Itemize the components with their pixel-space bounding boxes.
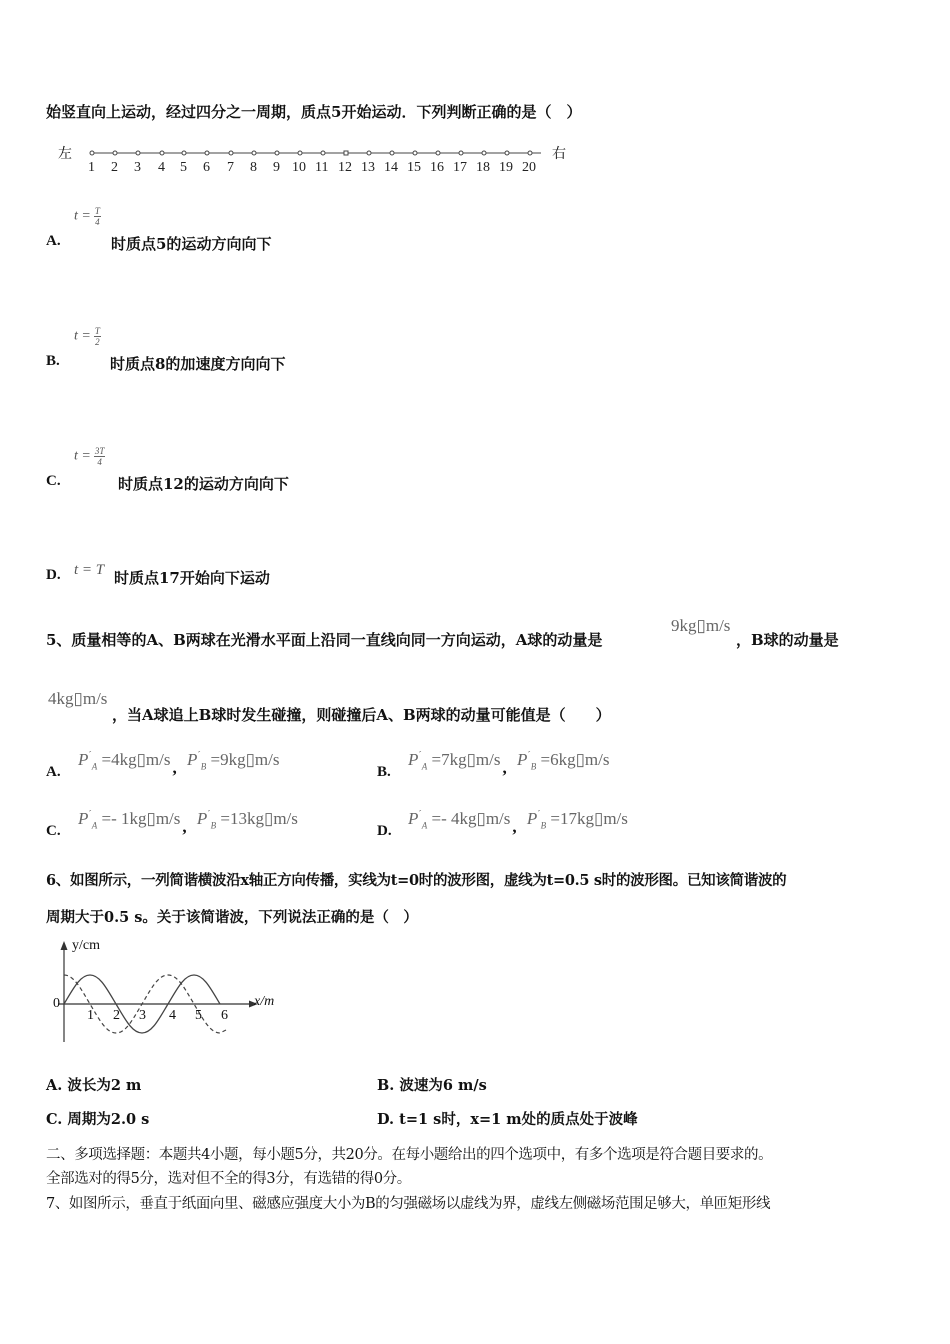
x-tick-label: 1 [87,1008,94,1023]
pb-value: =9kg▯m/s [210,750,280,769]
symbol-p: P [78,809,89,828]
option-text: 波长为2 m [67,1077,142,1094]
subscript-b: B [210,820,217,831]
comma: , [502,758,507,777]
symbol-p: P [196,809,208,828]
fraction-denominator: 4 [97,457,102,467]
tick-label: 12 [338,160,352,175]
q6-stem-line2: 周期大于0.5 s。关于该简谐波，下列说法正确的是（ ） [46,909,418,926]
fraction [94,446,106,467]
formula-lhs: t = [74,328,91,344]
option-label: B. [377,1077,395,1094]
prime: ´ [418,809,422,821]
q4-option-b-formula [74,326,101,347]
q5-stem-part3: ，当A球追上B球时发生碰撞，则碰撞后A、B两球的动量可能值是（ ） [112,706,611,724]
q4-option-c-text: 时质点12的运动方向向下 [118,475,289,493]
comma: , [182,817,187,836]
prime: ´ [88,750,92,762]
symbol-p: P [187,750,198,769]
x-tick-label: 4 [169,1008,176,1023]
x-tick-label: 6 [221,1008,228,1023]
q7-stem-line1: 7、如图所示，垂直于纸面向里、磁感应强度大小为B的匀强磁场以虚线为界，虚线左侧磁场范围足够大，单匝矩形线 [46,1196,771,1212]
section2-instructions-line2: 全部选对的得5分，选对但不全的得3分，有选错的得0分。 [46,1171,411,1187]
tick-label: 18 [476,160,490,175]
symbol-p: P [78,750,89,769]
q5-option-d-value [408,809,628,836]
pb-value: =17kg▯m/s [550,809,628,828]
tick-label: 15 [407,160,421,175]
q5-option-d-label[interactable]: D. [377,823,392,839]
tick-label: 20 [522,160,536,175]
q4-option-d-label[interactable]: D. [46,567,61,583]
q5-pA-value: 9kg▯m/s [671,616,731,635]
q5-option-c-value [78,809,298,836]
q4-option-a-text: 时质点5的运动方向向下 [111,235,272,253]
numberline-left-label: 左 [58,146,72,162]
q5-option-a-label[interactable]: A. [46,764,61,780]
q5-option-c-label[interactable]: C. [46,823,61,839]
prime: ´ [537,809,541,821]
tick-label: 13 [361,160,375,175]
section2-instructions-line1: 二、多项选择题：本题共4小题，每小题5分，共20分。在每小题给出的四个选项中，有多个选项是符合题目要求的。 [46,1147,773,1163]
subscript-b: B [200,761,207,772]
x-tick-label: 5 [195,1008,202,1023]
tick-label: 9 [273,160,280,175]
prime: ´ [197,750,201,762]
option-label: C. [46,1111,63,1128]
comma: , [172,758,177,777]
q4-option-d-text: 时质点17开始向下运动 [114,569,270,587]
formula-lhs: t = [74,208,91,224]
numberline-axis [86,147,546,159]
fraction-denominator: 2 [95,337,100,347]
prime: ´ [88,809,92,821]
prime: ´ [418,750,422,762]
option-label: A. [46,1077,63,1094]
y-axis-label: y/cm [72,938,100,953]
q4-stem: 始竖直向上运动，经过四分之一周期，质点5开始运动．下列判断正确的是（ ） [46,103,582,121]
fraction [94,326,101,347]
q4-option-a-formula [74,206,101,227]
tick-label: 6 [203,160,210,175]
fraction-denominator: 4 [95,217,100,227]
prime: ´ [207,809,211,821]
option-text: 周期为2.0 s [67,1111,150,1128]
q4-option-c-label[interactable]: C. [46,473,61,489]
q5-option-b-label[interactable]: B. [377,764,391,780]
tick-label: 1 [88,160,95,175]
q4-option-b-label[interactable]: B. [46,353,60,369]
wave-chart [50,938,290,1048]
q6-stem-line1: 6、如图所示，一列简谐横波沿x轴正方向传播，实线为t=0时的波形图，虚线为t=0.5 s时的波形图。已知该简谐波的 [46,872,787,889]
q6-wave-figure [50,938,290,1048]
numberline-ticks [86,160,556,178]
symbol-p: P [517,750,528,769]
q4-number-line [58,143,578,183]
fraction [94,206,101,227]
symbol-p: P [408,809,419,828]
x-tick-label: 2 [113,1008,120,1023]
numberline-right-label: 右 [552,146,566,162]
subscript-a: A [421,820,428,831]
subscript-a: A [421,761,428,772]
pa-value: =- 1kg▯m/s [101,809,181,828]
q4-option-b-text: 时质点8的加速度方向向下 [110,355,286,373]
comma: , [512,817,517,836]
tick-label: 10 [292,160,306,175]
pa-value: =- 4kg▯m/s [431,809,511,828]
tick-label: 2 [111,160,118,175]
q5-option-a-value [78,750,280,777]
symbol-p: P [526,809,538,828]
q5-stem-part1: 5、质量相等的A、B两球在光滑水平面上沿同一直线向同一方向运动，A球的动量是 [46,631,603,649]
q6-option-c[interactable] [46,1108,149,1129]
fraction-numerator: T [94,326,100,336]
q5-option-b-value [408,750,610,777]
x-tick-label: 3 [139,1008,146,1023]
tick-label: 14 [384,160,398,175]
fraction-numerator: T [94,206,100,216]
q4-option-c-formula [74,446,105,467]
tick-label: 11 [315,160,329,175]
pb-value: =13kg▯m/s [220,809,298,828]
q5-stem-part2: ，B球的动量是 [736,631,839,649]
tick-label: 4 [158,160,165,175]
fraction-numerator: 3T [94,446,105,456]
tick-label: 19 [499,160,513,175]
origin-label: 0 [53,996,60,1011]
subscript-a: A [91,820,98,831]
q6-option-b[interactable] [377,1074,487,1095]
subscript-b: B [540,820,547,831]
q6-option-d[interactable] [377,1108,638,1129]
tick-label: 8 [250,160,257,175]
x-axis-label: x/m [254,994,275,1009]
subscript-a: A [91,761,98,772]
option-text: 波速为6 m/s [399,1077,487,1094]
subscript-b: B [530,761,537,772]
pa-value: =7kg▯m/s [431,750,501,769]
pb-value: =6kg▯m/s [540,750,610,769]
q4-option-d-formula: t = T [74,562,105,578]
option-label: D. [377,1111,395,1128]
pa-value: =4kg▯m/s [101,750,171,769]
tick-label: 5 [180,160,187,175]
tick-label: 3 [134,160,141,175]
q4-option-a-label[interactable]: A. [46,233,61,249]
q6-option-a[interactable] [46,1074,141,1095]
symbol-p: P [408,750,419,769]
prime: ´ [527,750,531,762]
tick-label: 17 [453,160,467,175]
tick-label: 16 [430,160,444,175]
q5-pB-value: 4kg▯m/s [48,689,108,708]
formula-lhs: t = [74,448,91,464]
tick-label: 7 [227,160,234,175]
option-text: t=1 s时，x=1 m处的质点处于波峰 [399,1111,638,1128]
